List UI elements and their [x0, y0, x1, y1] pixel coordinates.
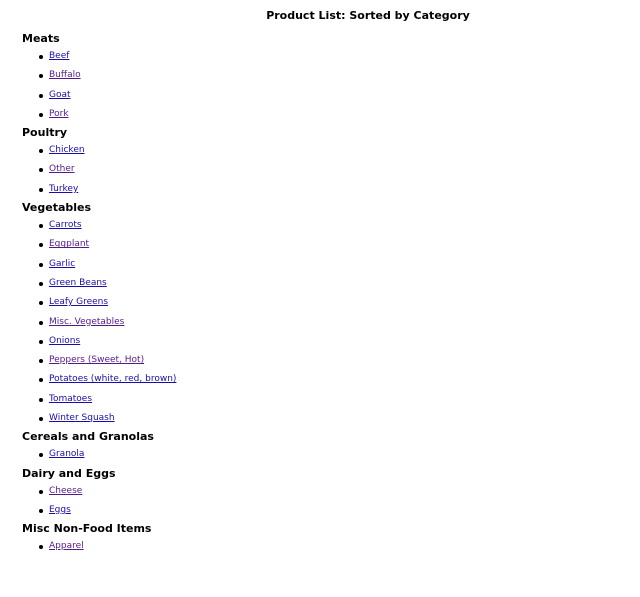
product-link[interactable]: Misc. Vegetables: [49, 316, 125, 327]
product-link[interactable]: Beef: [49, 51, 70, 61]
bullet-icon: [39, 94, 43, 98]
list-item: [22, 313, 622, 332]
product-list: [22, 445, 622, 464]
list-item: [22, 293, 622, 312]
product-link[interactable]: Granola: [49, 449, 85, 460]
product-list-content: [22, 30, 622, 557]
bullet-icon: [39, 243, 43, 247]
list-item: [22, 482, 622, 501]
product-link[interactable]: Buffalo: [49, 70, 81, 81]
list-item: [22, 66, 622, 85]
list-item: [22, 180, 622, 199]
product-link[interactable]: Chicken: [49, 145, 85, 156]
product-link[interactable]: Peppers (Sweet, Hot): [49, 355, 145, 366]
product-link[interactable]: Apparel: [49, 541, 84, 552]
bullet-icon: [39, 453, 43, 457]
category-heading: Cereals and Granolas: [22, 430, 154, 444]
bullet-icon: [39, 168, 43, 172]
list-item: [22, 501, 622, 520]
bullet-icon: [39, 378, 43, 382]
list-item: [22, 274, 622, 293]
product-link[interactable]: Green Beans: [49, 277, 107, 288]
bullet-icon: [39, 263, 43, 267]
category-section: [22, 199, 622, 428]
bullet-icon: [39, 359, 43, 363]
bullet-icon: [39, 282, 43, 286]
product-link[interactable]: Cheese: [49, 485, 83, 496]
category-heading: Vegetables: [22, 201, 92, 215]
list-item: [22, 332, 622, 351]
category-heading: Meats: [22, 32, 60, 45]
list-item: [22, 105, 622, 124]
product-link[interactable]: Other: [49, 164, 75, 175]
product-list: [22, 216, 622, 428]
product-link[interactable]: Eggplant: [49, 239, 90, 250]
product-link[interactable]: Tomatoes: [49, 393, 93, 404]
category-section: [22, 428, 622, 464]
bullet-icon: [39, 321, 43, 325]
product-list: [22, 537, 622, 556]
category-heading: Poultry: [22, 126, 68, 140]
list-item: [22, 370, 622, 389]
list-item: [22, 160, 622, 179]
list-item: [22, 390, 622, 409]
product-list: [22, 482, 622, 521]
product-link[interactable]: Leafy Greens: [49, 297, 109, 308]
bullet-icon: [39, 55, 43, 59]
bullet-icon: [39, 490, 43, 494]
product-link[interactable]: Carrots: [49, 220, 82, 231]
list-item: [22, 47, 622, 66]
category-heading: Dairy and Eggs: [22, 466, 116, 480]
list-item: [22, 537, 622, 556]
list-item: [22, 235, 622, 254]
category-section: [22, 520, 622, 556]
category-section: [22, 30, 622, 124]
bullet-icon: [39, 509, 43, 513]
product-list: [22, 141, 622, 199]
bullet-icon: [39, 224, 43, 228]
product-link[interactable]: Turkey: [49, 183, 79, 194]
bullet-icon: [39, 545, 43, 549]
list-item: [22, 445, 622, 464]
product-link[interactable]: Winter Squash: [49, 413, 115, 424]
bullet-icon: [39, 417, 43, 421]
bullet-icon: [39, 188, 43, 192]
bullet-icon: [39, 398, 43, 402]
bullet-icon: [39, 149, 43, 153]
product-link[interactable]: Eggs: [49, 504, 71, 515]
category-heading: Misc Non-Food Items: [22, 522, 152, 536]
product-link[interactable]: Potatoes (white, red, brown): [49, 374, 177, 385]
list-item: [22, 409, 622, 428]
bullet-icon: [39, 340, 43, 344]
category-section: [22, 465, 622, 521]
bullet-icon: [39, 74, 43, 78]
product-list: [22, 47, 622, 124]
page-title: Product List: Sorted by Category: [266, 9, 470, 22]
bullet-icon: [39, 113, 43, 117]
list-item: [22, 351, 622, 370]
list-item: [22, 141, 622, 160]
list-item: [22, 255, 622, 274]
category-section: [22, 124, 622, 199]
list-item: [22, 86, 622, 105]
product-link[interactable]: Onions: [49, 335, 81, 346]
product-link[interactable]: Goat: [49, 89, 71, 100]
product-link[interactable]: Garlic: [49, 258, 76, 269]
list-item: [22, 216, 622, 235]
product-link[interactable]: Pork: [49, 108, 69, 119]
bullet-icon: [39, 301, 43, 305]
